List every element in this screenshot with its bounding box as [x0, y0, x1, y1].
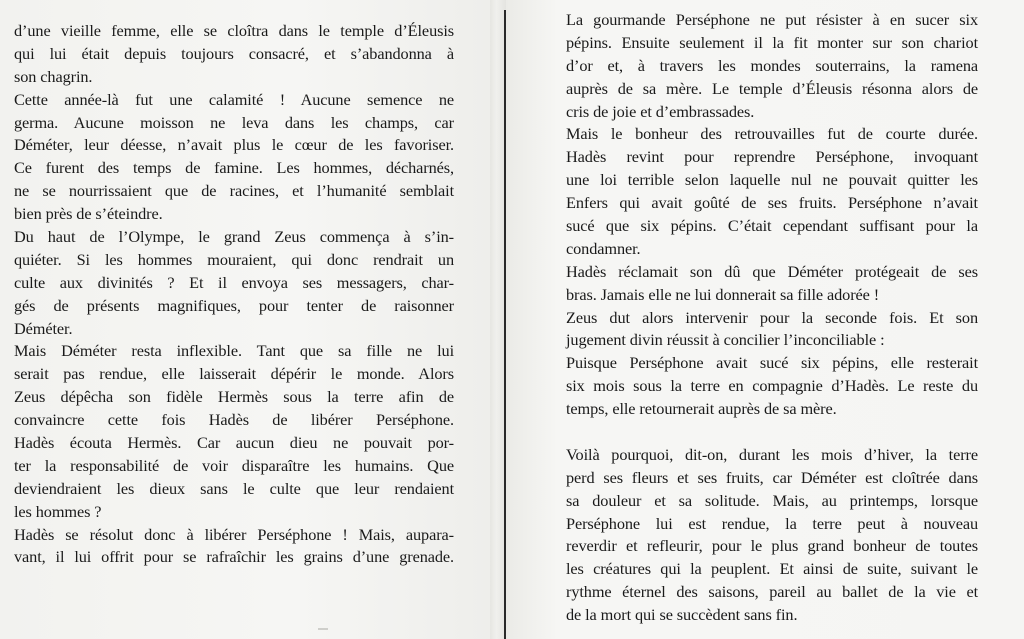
text-line: reverdir et refleurir, pour le plus grand bonheur de toutes: [566, 536, 978, 556]
text-line: culte aux divinités ? Et il envoya ses messagers, char-: [14, 272, 454, 292]
text-line: gés de présents magnifiques, pour tenter de raisonner: [14, 295, 454, 315]
right-page-text: [566, 9, 978, 627]
text-line: sucé que six pépins. C’était cependant suffisant pour la: [566, 216, 978, 236]
text-line: convaincre cette fois Hadès de libérer Perséphone.: [14, 410, 454, 430]
text-line: Ce furent des temps de famine. Les hommes, décharnés,: [14, 158, 454, 178]
text-line: rythme éternel des saisons, pareil au ballet de la vie et: [566, 582, 978, 602]
text-line: une loi terrible selon laquelle nul ne pouvait quitter les: [566, 170, 978, 190]
text-line: deviendraient les dieux sans le culte que leur rendaient: [14, 478, 454, 498]
text-line: Perséphone lui est rendue, la terre peut à nouveau: [566, 513, 978, 533]
text-line: perd ses fleurs et ses fruits, car Déméter est cloîtrée dans: [566, 467, 978, 487]
text-line: jugement divin réussit à concilier l’inconciliable :: [566, 330, 885, 350]
text-line: serait pas rendue, elle laisserait dépérir le monde. Alors: [14, 364, 454, 384]
text-line: [566, 421, 978, 444]
text-line: Zeus dépêcha son fidèle Hermès sous la terre afin de: [14, 387, 454, 407]
text-line: temps, elle retournerait auprès de sa mère.: [566, 399, 837, 419]
scan-speck: [318, 628, 328, 630]
text-line: bien près de s’éteindre.: [14, 204, 163, 224]
text-line: Déméter.: [14, 318, 73, 338]
text-line: cris de joie et d’embrassades.: [566, 101, 755, 121]
text-line: Du haut de l’Olympe, le grand Zeus commença à s’in-: [14, 227, 454, 247]
text-line: quiéter. Si les hommes mouraient, qui donc rendrait un: [14, 249, 454, 269]
text-line: ne se nourrissaient que de racines, et l’humanité semblait: [14, 181, 454, 201]
text-line: de la mort qui se succèdent sans fin.: [566, 605, 798, 625]
text-line: Hadès écouta Hermès. Car aucun dieu ne pouvait por-: [14, 433, 454, 453]
text-line: Cette année-là fut une calamité ! Aucune semence ne: [14, 89, 454, 109]
text-line: Enfers qui avait goûté de ses fruits. Perséphone n’avait: [566, 193, 978, 213]
text-line: Zeus dut alors intervenir pour la seconde fois. Et son: [566, 307, 978, 327]
left-page-text: [14, 20, 454, 569]
text-line: Hadès se résolut donc à libérer Perséphone ! Mais, aupara-: [14, 524, 454, 544]
text-line: Hadès revint pour reprendre Perséphone, invoquant: [566, 147, 978, 167]
text-line: sa douleur et sa solitude. Mais, au printemps, lorsque: [566, 490, 978, 510]
text-line: auprès de sa mère. Le temple d’Éleusis résonna alors de: [566, 78, 978, 98]
text-line: condamner.: [566, 238, 641, 258]
text-line: les créatures qui la peuplent. Et ainsi de suite, suivant le: [566, 559, 978, 579]
text-line: les hommes ?: [14, 501, 102, 521]
text-line: qui lui était depuis toujours consacré, et s’abandonna à: [14, 43, 454, 63]
text-line: germa. Aucune moisson ne leva dans les champs, car: [14, 112, 454, 132]
text-line: ter la responsabilité de voir disparaître les humains. Que: [14, 455, 454, 475]
text-line: Hadès réclamait son dû que Déméter protégeait de ses: [566, 261, 978, 281]
text-line: d’or et, à travers les mondes souterrains, la ramena: [566, 55, 978, 75]
text-line: Déméter, leur déesse, n’avait plus le cœur de les favoriser.: [14, 135, 454, 155]
text-line: pépins. Ensuite seulement il la fit monter sur son chariot: [566, 32, 978, 52]
text-line: son chagrin.: [14, 66, 93, 86]
text-line: vant, il lui offrit pour se rafraîchir les grains d’une grenade.: [14, 547, 454, 567]
text-line: Voilà pourquoi, dit-on, durant les mois d’hiver, la terre: [566, 444, 978, 464]
text-line: Puisque Perséphone avait sucé six pépins, elle resterait: [566, 353, 978, 373]
text-line: d’une vieille femme, elle se cloîtra dans le temple d’Éleusis: [14, 21, 454, 40]
text-line: Mais Déméter resta inflexible. Tant que sa fille ne lui: [14, 341, 454, 361]
text-line: Mais le bonheur des retrouvailles fut de courte durée.: [566, 124, 978, 144]
text-line: bras. Jamais elle ne lui donnerait sa fille adorée !: [566, 284, 880, 304]
text-line: La gourmande Perséphone ne put résister à en sucer six: [566, 10, 978, 29]
text-line: six mois sous la terre en compagnie d’Hadès. Le reste du: [566, 376, 978, 396]
